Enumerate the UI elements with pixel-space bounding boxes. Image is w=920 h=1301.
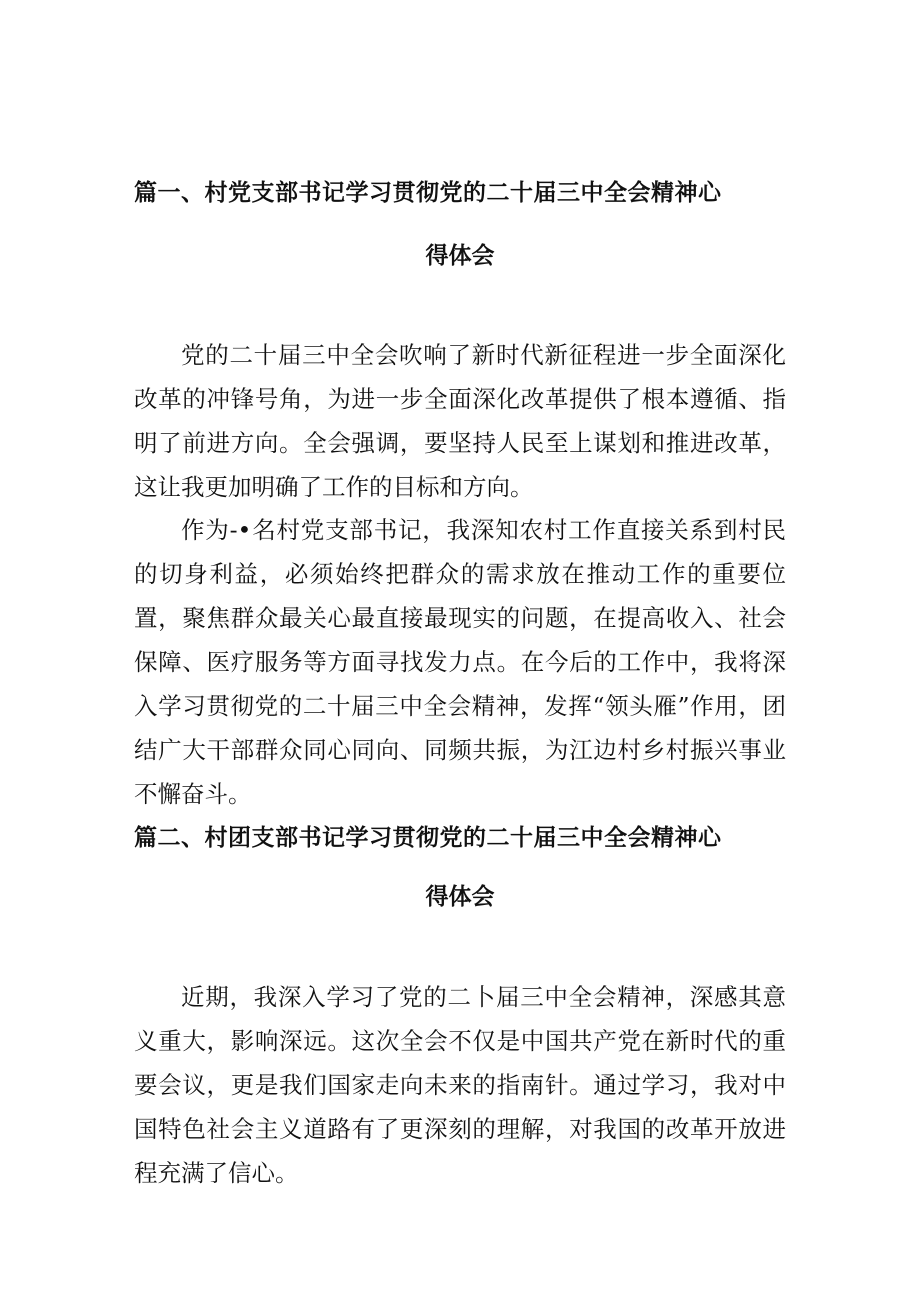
section-1-heading: 篇一、村党支部书记学习贯彻党的二十届三中全会精神心 <box>134 180 722 206</box>
section-1-heading-continued: 得体会 <box>425 243 495 269</box>
section-2-heading: 篇二、村团支部书记学习贯彻党的二十届三中全会精神心 <box>134 825 722 851</box>
section-1-paragraph-2: 作为-•名村党支部书记，我深知农村工作直接关系到村民的切身利益，必须始终把群众的需求放在推动工作的重要位置，聚焦群众最关心最直接最现实的问题，在提高收入、社会保障、医疗服务等方面寻找发力点。在今后的工作中，我将深入学习贯彻党的二十届三中全会精神，发挥“领头雁”作用，团结广大干部群众同心同向、同频共振，为江边村乡村振兴事业不懈奋斗。 <box>134 516 786 808</box>
section-2-paragraph-1: 近期，我深入学习了党的二卜届三中全会精神，深感其意义重大，影响深远。这次全会不仅是中国共产党在新时代的重要会议，更是我们国家走向未来的指南针。通过学习，我对中国特色社会主义道路有了更深刻的理解，对我国的改革开放进程充满了信心。 <box>134 983 786 1187</box>
section-2-heading-continued: 得体会 <box>425 884 495 910</box>
section-1-paragraph-1: 党的二十届三中全会吹响了新时代新征程进一步全面深化改革的冲锋号角，为进一步全面深化改革提供了根本遵循、指明了前进方向。全会强调，要坚持人民至上谋划和推进改革，这让我更加明确了工作的目标和方向。 <box>134 341 786 501</box>
